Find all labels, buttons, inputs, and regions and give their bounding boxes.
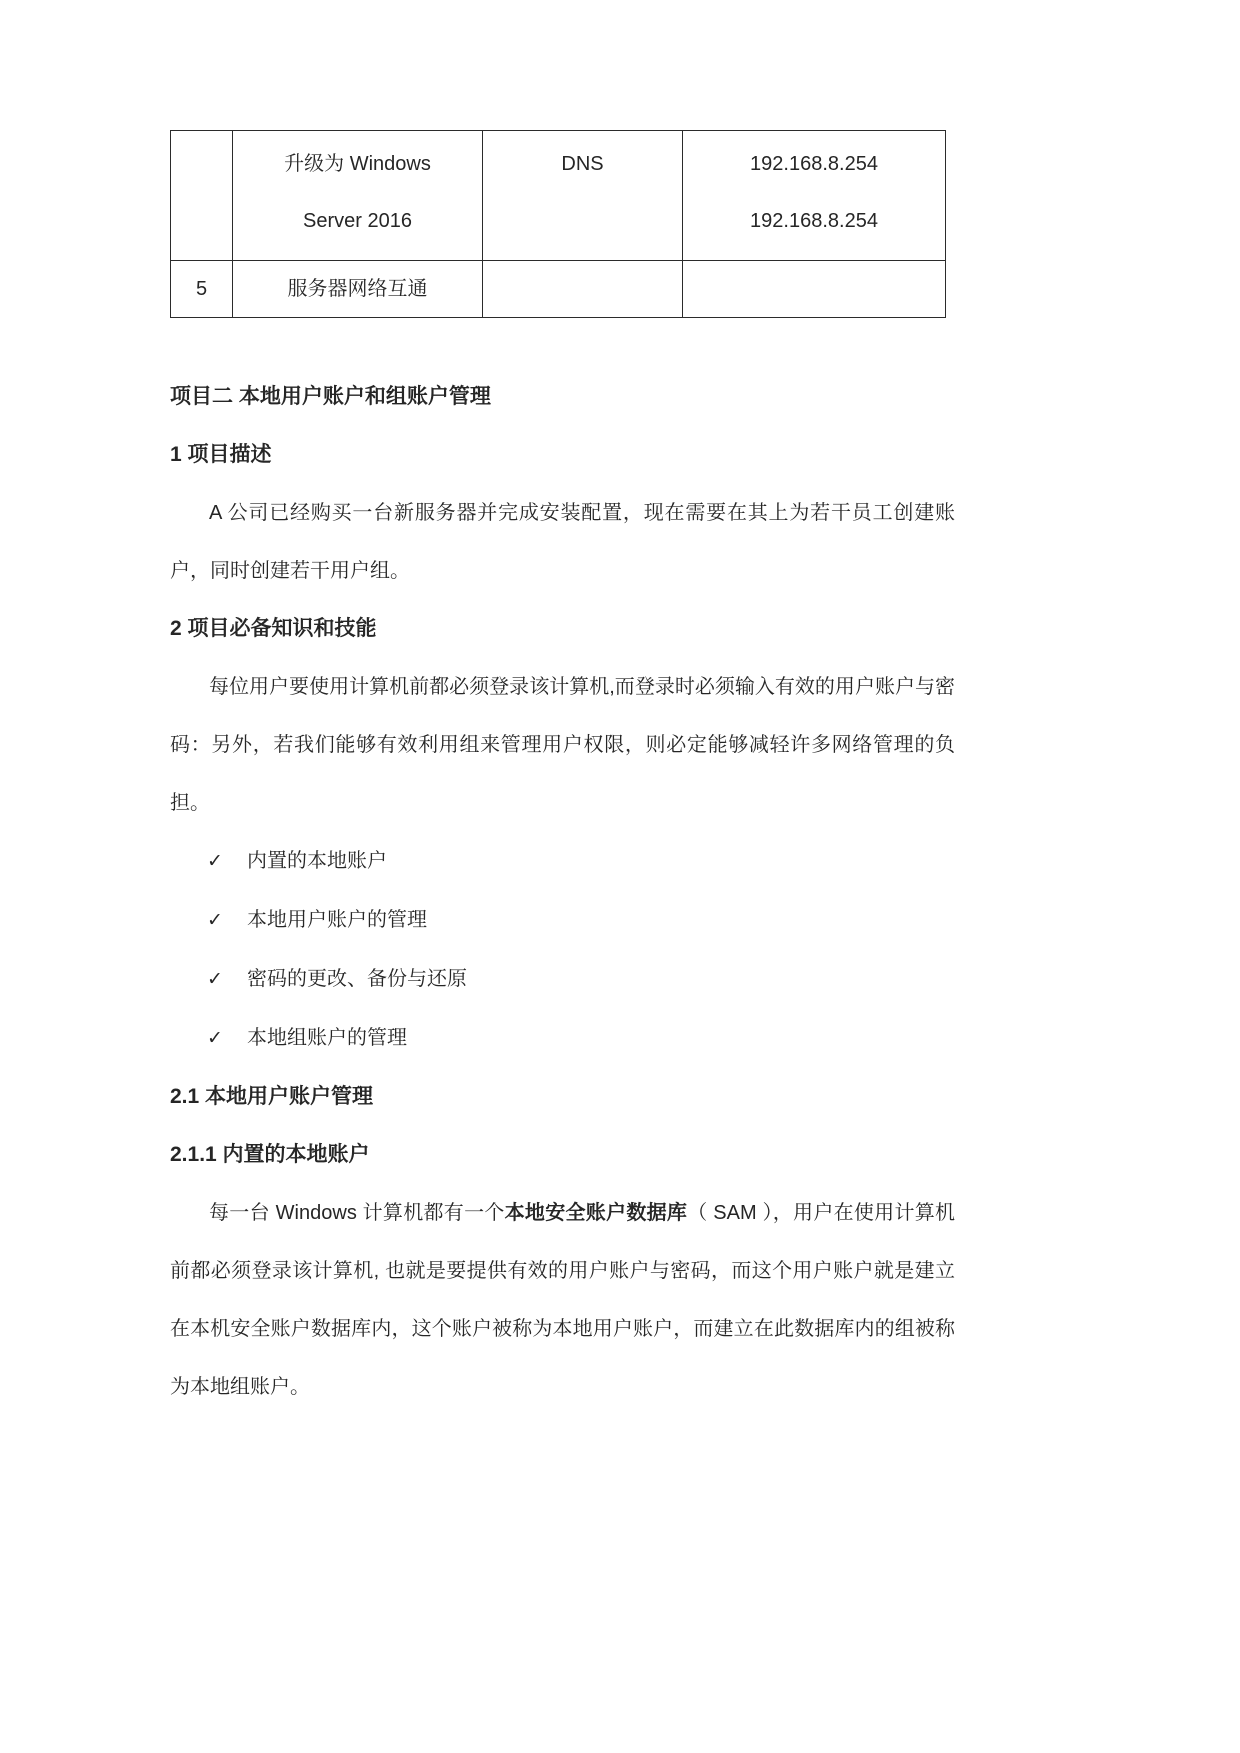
check-list — [170, 832, 955, 1068]
text-segment: 每一台 Windows 计算机都有一个 — [209, 1202, 505, 1224]
list-item — [207, 950, 955, 1009]
label-cell — [483, 261, 683, 318]
task-cell — [233, 131, 483, 261]
heading-project-2: 项目二 本地用户账户和组账户管理 — [170, 385, 491, 408]
check-icon: ✓ — [207, 1028, 223, 1049]
list-item-label: 密码的更改、备份与还原 — [247, 968, 467, 990]
heading-2-knowledge: 2 项目必备知识和技能 — [170, 617, 377, 640]
value-cell — [683, 131, 946, 261]
list-item-label: 本地组账户的管理 — [247, 1027, 407, 1049]
value-line: 192.168.8.254 — [750, 153, 878, 175]
document-body — [170, 368, 955, 1416]
task-cell: 服务器网络互通 — [233, 261, 483, 318]
row-number-cell — [171, 131, 233, 261]
check-icon: ✓ — [207, 969, 223, 990]
list-item — [207, 1009, 955, 1068]
list-item-label: 本地用户账户的管理 — [247, 909, 427, 931]
heading-2-1-local-user-management: 2.1 本地用户账户管理 — [170, 1085, 374, 1108]
task-line: 升级为 Windows — [284, 153, 431, 175]
table-row — [171, 261, 946, 318]
text-segment-bold: 本地安全账户数据库 — [504, 1202, 688, 1224]
row-number-cell: 5 — [171, 261, 233, 318]
value-line: 192.168.8.254 — [750, 210, 878, 232]
list-item-label: 内置的本地账户 — [247, 850, 387, 872]
list-item — [207, 891, 955, 950]
text-segment: （ SAM ），用户在使用计算机前都必须登录该计算机, 也就是要提供有效的用户账户与密码，而这个用户账户就是建立在本机安全账户数据库内，这个账户被称为本地用户账户，而建立在此数据库内的组被称为本地组账户。 — [170, 1202, 956, 1398]
task-line: Server 2016 — [303, 210, 412, 232]
paragraph-knowledge-intro: 每位用户要使用计算机前都必须登录该计算机,而登录时必须输入有效的用户账户与密码：另外，若我们能够有效利用组来管理用户权限，则必定能够减轻许多网络管理的负担。 — [170, 676, 955, 814]
server-config-table — [170, 130, 946, 318]
check-icon: ✓ — [207, 910, 223, 931]
list-item — [207, 832, 955, 891]
paragraph-sam-description — [170, 1184, 955, 1416]
paragraph-project-description: A 公司已经购买一台新服务器并完成安装配置，现在需要在其上为若干员工创建账户，同时创建若干用户组。 — [170, 502, 955, 582]
label-cell: DNS — [483, 131, 683, 261]
value-cell — [683, 261, 946, 318]
heading-2-1-1-builtin-accounts: 2.1.1 内置的本地账户 — [170, 1143, 370, 1166]
table-row — [171, 131, 946, 261]
check-icon: ✓ — [207, 851, 223, 872]
heading-1-description: 1 项目描述 — [170, 443, 272, 466]
